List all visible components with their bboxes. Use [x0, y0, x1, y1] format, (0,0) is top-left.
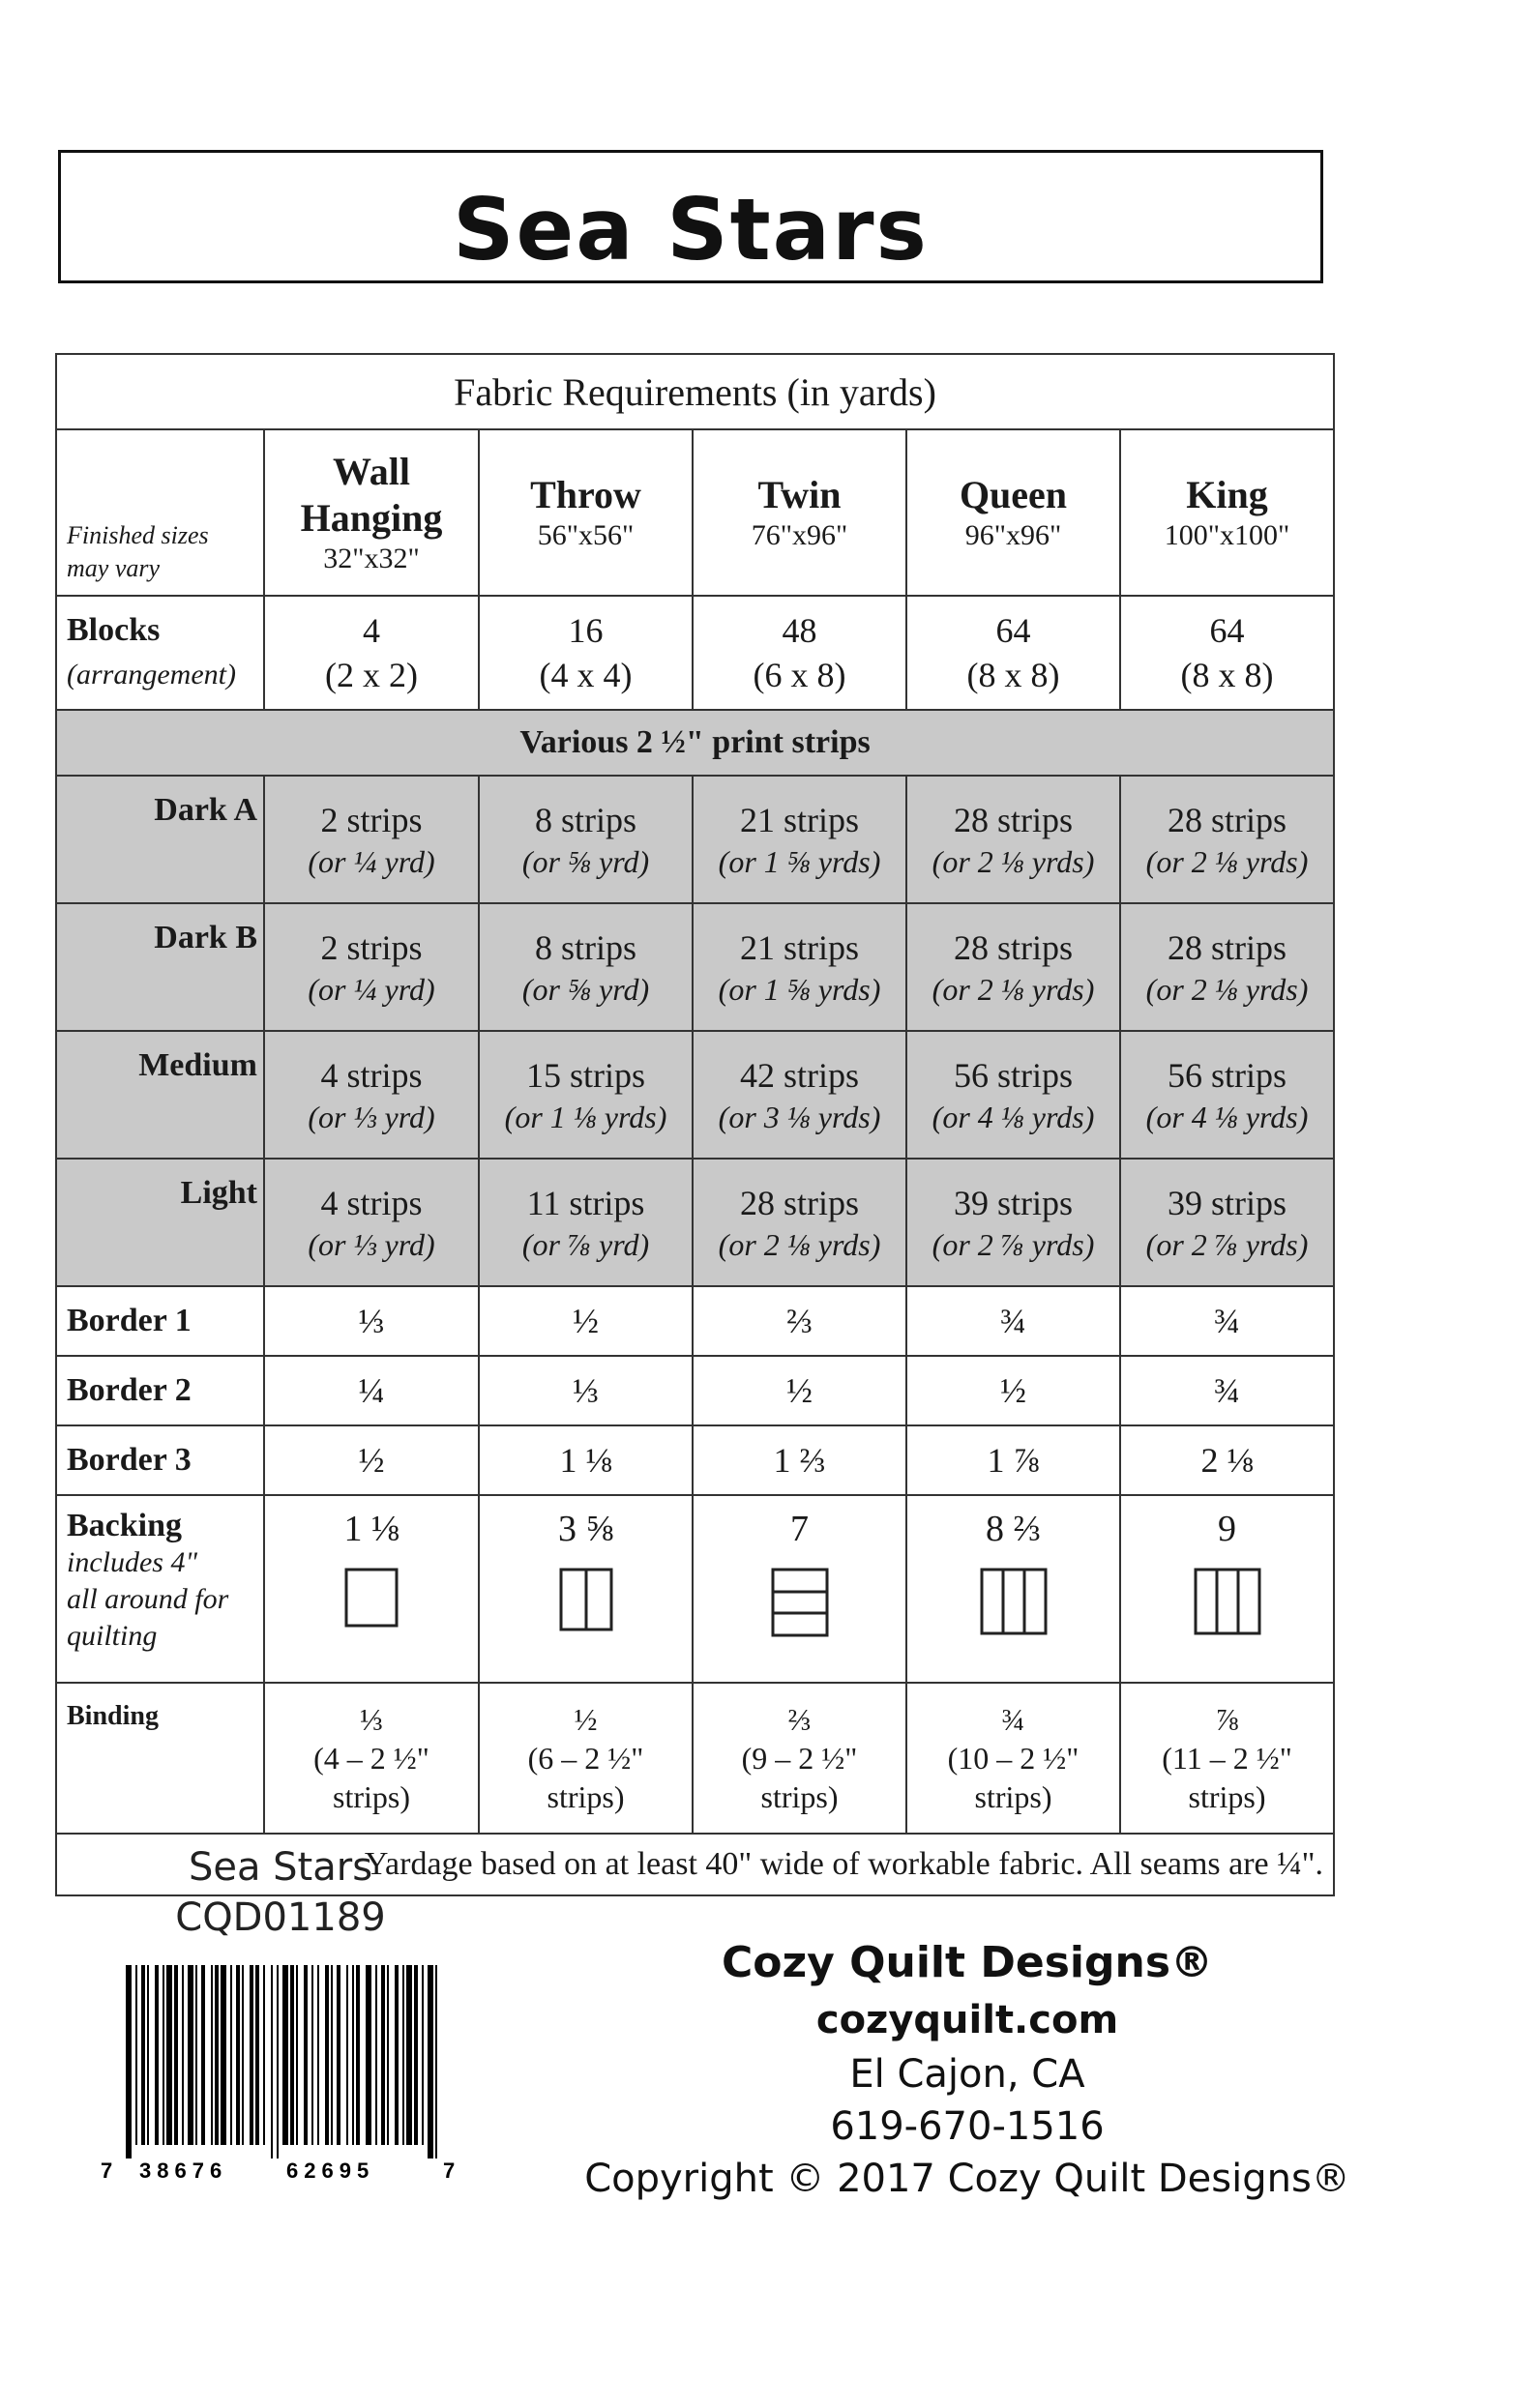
barcode-bar — [356, 1965, 360, 2145]
barcode-digit-left: 7 — [101, 2158, 113, 2183]
table-caption: Fabric Requirements (in yards) — [56, 354, 1334, 429]
size-header-queen: Queen 96"x96" — [906, 429, 1120, 596]
barcode-bar — [387, 1965, 389, 2145]
barcode-digit-right: 7 — [443, 2158, 456, 2183]
barcode-bar — [435, 1965, 437, 2158]
barcode-bar — [250, 1965, 253, 2145]
company-info — [542, 1934, 1393, 2205]
barcode-digits-b: 62695 — [286, 2158, 375, 2183]
binding-cell: ⅔ (9 – 2 ½" strips) — [693, 1683, 906, 1834]
border-cell: ½ — [479, 1286, 693, 1356]
border-cell: ¾ — [1120, 1356, 1334, 1425]
single-panel-icon — [344, 1568, 399, 1628]
barcode-bar — [402, 1965, 404, 2145]
row-label-dark-b: Dark B — [56, 903, 264, 1031]
company-website[interactable]: cozyquilt.com — [815, 1998, 1119, 2042]
blocks-cell: 64 (8 x 8) — [1120, 596, 1334, 710]
blocks-cell: 64 (8 x 8) — [906, 596, 1120, 710]
strip-cell: 8 strips (or ⅝ yrd) — [479, 776, 693, 903]
size-header-wall-hanging: Wall Hanging 32"x32" — [264, 429, 479, 596]
product-code: CQD01189 — [175, 1895, 386, 1940]
row-label-dark-a: Dark A — [56, 776, 264, 903]
binding-cell: ⅞ (11 – 2 ½" strips) — [1120, 1683, 1334, 1834]
title-box — [58, 150, 1323, 283]
page-title: Sea Stars — [453, 180, 929, 279]
backing-cell: 9 — [1120, 1495, 1334, 1683]
blocks-label: Blocks (arrangement) — [56, 596, 264, 710]
border-cell: ⅓ — [479, 1356, 693, 1425]
barcode-bar — [290, 1965, 294, 2145]
product-label — [116, 1842, 445, 1943]
fabric-requirements-table — [55, 353, 1335, 1896]
barcode-bar — [188, 1965, 193, 2145]
barcode-bar — [282, 1965, 288, 2145]
barcode-bar — [277, 1965, 279, 2158]
barcode-bar — [221, 1965, 226, 2145]
barcode-bar — [195, 1965, 197, 2145]
border-cell: ¾ — [906, 1286, 1120, 1356]
barcode-bar — [428, 1965, 433, 2158]
size-header-throw: Throw 56"x56" — [479, 429, 693, 596]
barcode-bar — [211, 1965, 213, 2145]
strip-cell: 4 strips (or ⅓ yrd) — [264, 1031, 479, 1159]
barcode-bar — [414, 1965, 418, 2145]
barcode-bar — [255, 1965, 259, 2145]
backing-cell: 1 ⅛ — [264, 1495, 479, 1683]
three-horizontal-panels-icon — [771, 1568, 829, 1637]
barcode — [97, 1963, 464, 2186]
product-name: Sea Stars — [188, 1845, 373, 1890]
strip-cell: 28 strips (or 2 ⅛ yrds) — [1120, 776, 1334, 903]
company-phone: 619-670-1516 — [830, 2104, 1105, 2149]
yardage-footnote: Yardage based on at least 40" wide of workable fabric. All seams are ¼". — [56, 1834, 1334, 1895]
border-cell: 1 ⅞ — [906, 1425, 1120, 1495]
barcode-bar — [317, 1965, 319, 2145]
strip-cell: 28 strips (or 2 ⅛ yrds) — [906, 903, 1120, 1031]
barcode-bar — [230, 1965, 232, 2145]
barcode-bar — [263, 1965, 265, 2145]
row-label-border-1: Border 1 — [56, 1286, 264, 1356]
binding-cell: ¾ (10 – 2 ½" strips) — [906, 1683, 1120, 1834]
barcode-bar — [381, 1965, 385, 2145]
row-label-border-2: Border 2 — [56, 1356, 264, 1425]
various-strips-header: Various 2 ½" print strips — [56, 710, 1334, 776]
strip-cell: 4 strips (or ⅓ yrd) — [264, 1159, 479, 1286]
company-location: El Cajon, CA — [849, 2052, 1085, 2097]
backing-cell: 7 — [693, 1495, 906, 1683]
border-cell: 2 ⅛ — [1120, 1425, 1334, 1495]
row-label-border-3: Border 3 — [56, 1425, 264, 1495]
barcode-bar — [311, 1965, 313, 2145]
border-cell: ¼ — [264, 1356, 479, 1425]
barcode-bar — [141, 1965, 145, 2145]
barcode-bar — [395, 1965, 399, 2145]
strip-cell: 42 strips (or 3 ⅛ yrds) — [693, 1031, 906, 1159]
three-vertical-panels-icon — [1194, 1568, 1261, 1635]
company-name: Cozy Quilt Designs® — [721, 1938, 1214, 1987]
finished-sizes-note: Finished sizes may vary — [56, 429, 264, 596]
binding-cell: ⅓ (4 – 2 ½" strips) — [264, 1683, 479, 1834]
border-cell: 1 ⅛ — [479, 1425, 693, 1495]
border-cell: ½ — [906, 1356, 1120, 1425]
barcode-bar — [135, 1965, 137, 2145]
backing-cell: 8 ⅔ — [906, 1495, 1120, 1683]
strip-cell: 2 strips (or ¼ yrd) — [264, 776, 479, 903]
barcode-bar — [201, 1965, 205, 2145]
barcode-bar — [271, 1965, 273, 2158]
row-label-backing: Backing includes 4" all around for quilting — [56, 1495, 264, 1683]
barcode-digits-a: 38676 — [139, 2158, 228, 2183]
barcode-bar — [331, 1965, 333, 2145]
barcode-bar — [422, 1965, 424, 2145]
barcode-bar — [366, 1965, 371, 2145]
barcode-bar — [346, 1965, 348, 2145]
barcode-bar — [166, 1965, 172, 2145]
barcode-bar — [406, 1965, 412, 2145]
strip-cell: 56 strips (or 4 ⅛ yrds) — [1120, 1031, 1334, 1159]
barcode-bar — [242, 1965, 244, 2145]
border-cell: ½ — [264, 1425, 479, 1495]
barcode-bar — [296, 1965, 298, 2145]
copyright-notice: Copyright © 2017 Cozy Quilt Designs® — [584, 2157, 1350, 2201]
strip-cell: 8 strips (or ⅝ yrd) — [479, 903, 693, 1031]
blocks-cell: 16 (4 x 4) — [479, 596, 693, 710]
binding-cell: ½ (6 – 2 ½" strips) — [479, 1683, 693, 1834]
blocks-cell: 4 (2 x 2) — [264, 596, 479, 710]
border-cell: 1 ⅔ — [693, 1425, 906, 1495]
strip-cell: 2 strips (or ¼ yrd) — [264, 903, 479, 1031]
size-header-twin: Twin 76"x96" — [693, 429, 906, 596]
row-label-light: Light — [56, 1159, 264, 1286]
row-label-binding: Binding — [56, 1683, 264, 1834]
strip-cell: 21 strips (or 1 ⅝ yrds) — [693, 776, 906, 903]
barcode-bar — [375, 1965, 377, 2145]
backing-cell: 3 ⅝ — [479, 1495, 693, 1683]
two-vertical-panels-icon — [559, 1568, 613, 1631]
barcode-bar — [337, 1965, 340, 2145]
barcode-bar — [147, 1965, 149, 2145]
barcode-bar — [236, 1965, 240, 2145]
strip-cell: 56 strips (or 4 ⅛ yrds) — [906, 1031, 1120, 1159]
strip-cell: 11 strips (or ⅞ yrd) — [479, 1159, 693, 1286]
row-label-medium: Medium — [56, 1031, 264, 1159]
barcode-bar — [215, 1965, 219, 2145]
barcode-bar — [182, 1965, 184, 2145]
strip-cell: 39 strips (or 2 ⅞ yrds) — [906, 1159, 1120, 1286]
border-cell: ½ — [693, 1356, 906, 1425]
blocks-cell: 48 (6 x 8) — [693, 596, 906, 710]
strip-cell: 28 strips (or 2 ⅛ yrds) — [1120, 903, 1334, 1031]
border-cell: ⅔ — [693, 1286, 906, 1356]
barcode-bar — [304, 1965, 308, 2145]
barcode-bar — [126, 1965, 132, 2158]
size-header-king: King 100"x100" — [1120, 429, 1334, 596]
three-vertical-panels-icon — [980, 1568, 1048, 1635]
border-cell: ¾ — [1120, 1286, 1334, 1356]
barcode-bar — [352, 1965, 354, 2145]
strip-cell: 15 strips (or 1 ⅛ yrds) — [479, 1031, 693, 1159]
strip-cell: 28 strips (or 2 ⅛ yrds) — [906, 776, 1120, 903]
barcode-bar — [155, 1965, 159, 2145]
strip-cell: 28 strips (or 2 ⅛ yrds) — [693, 1159, 906, 1286]
strip-cell: 21 strips (or 1 ⅝ yrds) — [693, 903, 906, 1031]
barcode-bar — [163, 1965, 164, 2145]
barcode-bar — [174, 1965, 178, 2145]
border-cell: ⅓ — [264, 1286, 479, 1356]
strip-cell: 39 strips (or 2 ⅞ yrds) — [1120, 1159, 1334, 1286]
barcode-bar — [325, 1965, 329, 2145]
